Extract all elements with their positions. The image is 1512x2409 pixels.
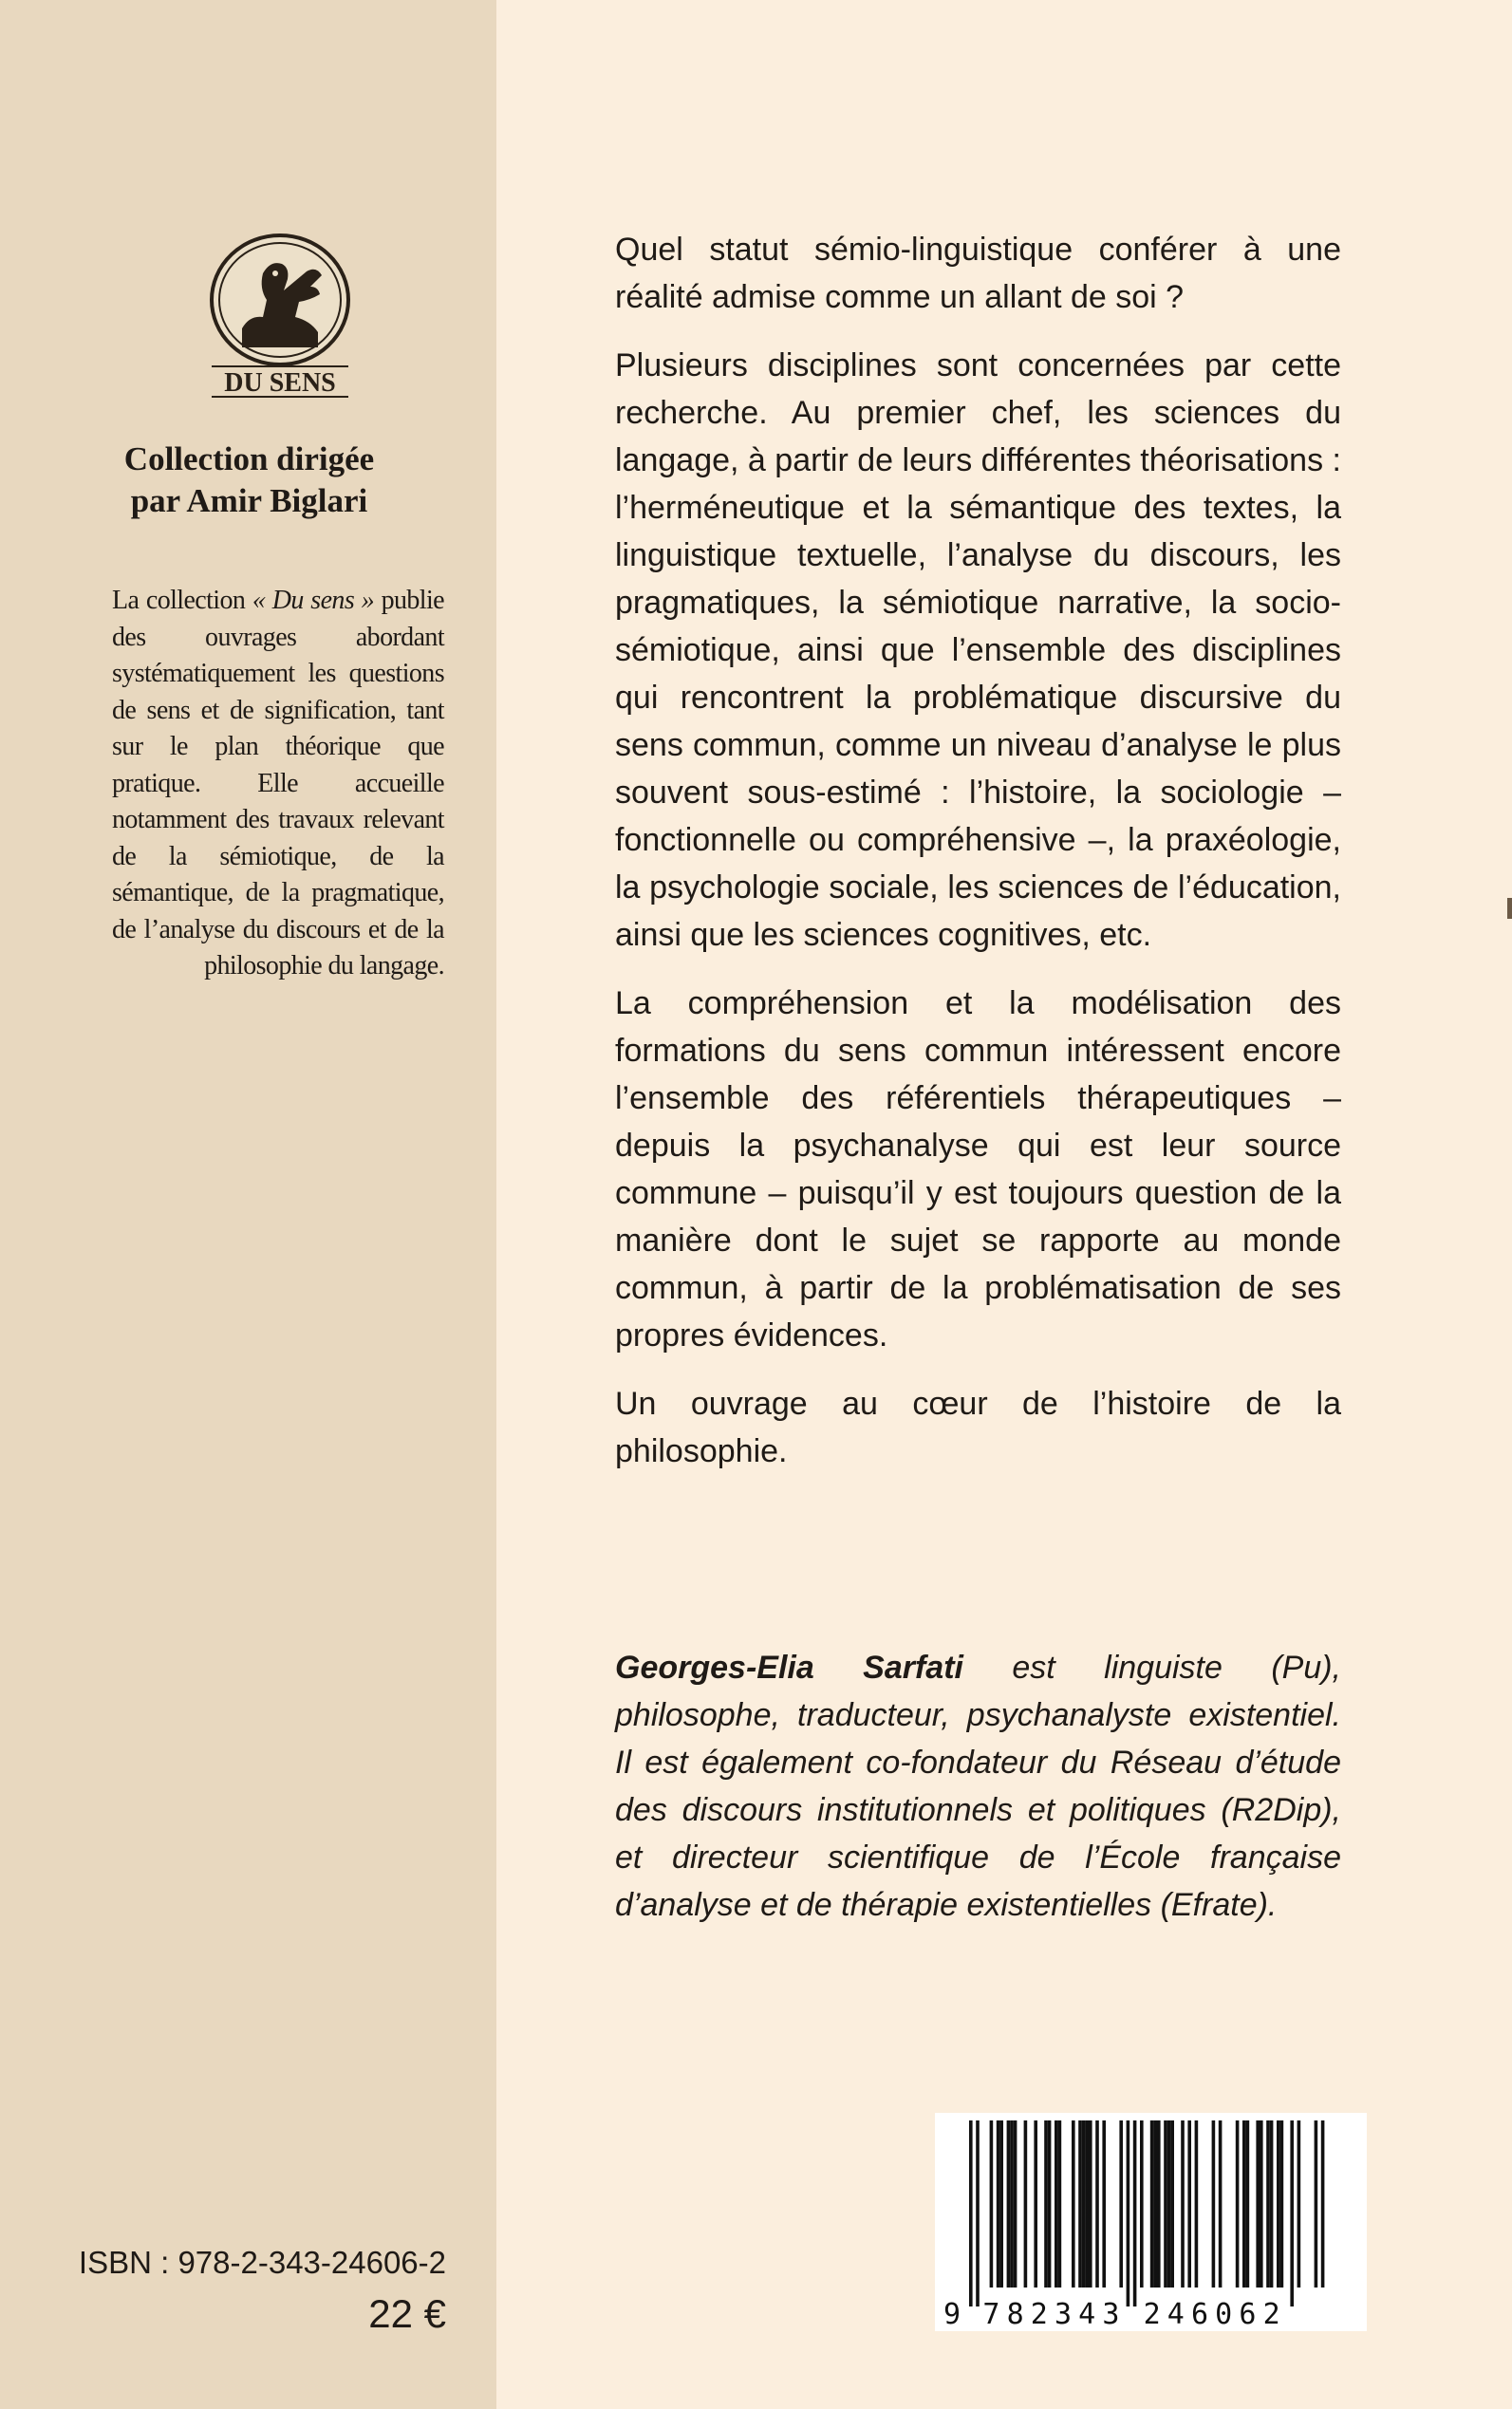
barcode-bar	[1085, 2120, 1089, 2288]
collection-description-start: La collection	[112, 586, 252, 615]
barcode-bar	[1095, 2120, 1099, 2288]
barcode-bar	[1256, 2120, 1260, 2288]
barcode-bar	[1150, 2120, 1154, 2288]
barcode-digit: 4	[1078, 2298, 1096, 2331]
barcode-bar	[1024, 2120, 1028, 2288]
barcode-bar	[1290, 2120, 1294, 2306]
barcode-bar	[1181, 2120, 1185, 2288]
barcode-bar	[1082, 2120, 1086, 2288]
barcode-bar	[1157, 2120, 1161, 2288]
collection-title-line2: par Amir Biglari	[130, 482, 368, 519]
barcode-bar	[1297, 2120, 1301, 2288]
barcode-bar	[1277, 2120, 1280, 2288]
barcode-bar	[1315, 2120, 1318, 2288]
collection-description-end: publie des ouvrages abordant systématiquement les questions de sens et de signification, tant sur le plan théorique que pratique. Elle accueille notamment des travaux relevant de la sémiotique, de la sémantique, de la pragmatique, de l’analyse du discours et de la philosophie du langage.	[112, 586, 444, 980]
barcode-bar	[1072, 2120, 1075, 2288]
barcode-bar	[1260, 2120, 1263, 2288]
edge-mark	[1507, 898, 1512, 919]
barcode-bar	[1246, 2120, 1250, 2288]
barcode-bar	[1055, 2120, 1058, 2288]
barcode-digit: 7	[982, 2298, 1000, 2331]
barcode-digit: 9	[943, 2298, 961, 2331]
barcode-bar	[1164, 2120, 1167, 2288]
sphinx-emblem-icon	[212, 235, 348, 364]
barcode-bar	[1236, 2120, 1240, 2288]
barcode-bar	[990, 2120, 994, 2288]
barcode-digit: 3	[1102, 2298, 1120, 2331]
barcode-bar	[1140, 2120, 1144, 2288]
publisher-name: DU SENS	[224, 368, 336, 398]
barcode-bar	[999, 2120, 1003, 2288]
collection-name: « Du sens »	[252, 586, 375, 615]
barcode-bar	[976, 2120, 980, 2306]
barcode-graphic	[935, 2113, 1367, 2331]
barcode-bar	[1167, 2120, 1171, 2288]
paragraph-therapeutic: La compréhension et la modélisation des formations du sens commun intéressent encore l’ensemble des référentiels thérapeutiques – depuis la psychanalyse qui est leur source commune – puisqu’il y est toujours question de la manière dont le sujet se rapporte au monde commun, à partir de la problématisation de ses propres évidences.	[615, 985, 1341, 1354]
barcode-bar	[1078, 2120, 1082, 2288]
barcode-bar	[1089, 2120, 1092, 2288]
barcode-bar	[1133, 2120, 1137, 2306]
back-cover-text	[615, 226, 1341, 1496]
author-name: Georges-Elia Sarfati	[615, 1650, 963, 1686]
barcode-bar	[1242, 2120, 1246, 2288]
barcode-digit: 3	[1054, 2298, 1073, 2331]
barcode-bar	[969, 2120, 973, 2306]
paragraph-question: Quel statut sémio-linguistique conférer à une réalité admise comme un allant de soi ?	[615, 232, 1341, 315]
publisher-logo	[204, 233, 356, 400]
collection-title-line1: Collection dirigée	[123, 440, 375, 477]
barcode-bar	[1170, 2120, 1174, 2288]
barcode-bar	[1048, 2120, 1052, 2288]
barcode-digit: 4	[1167, 2298, 1185, 2331]
barcode-bar	[1280, 2120, 1284, 2288]
author-bio	[615, 1644, 1341, 1929]
author-bio-text: est linguiste (Pu), philosophe, traducteur, psychanalyste existentiel. Il est également co-fondateur du Réseau d’étude des discours institutionnels et politiques (R2Dip), et directeur scientifique de l’École française d’analyse et de thérapie existentielles (Efrate).	[615, 1650, 1341, 1923]
barcode-digit: 6	[1190, 2298, 1209, 2331]
barcode-bar	[1007, 2120, 1011, 2288]
barcode-digit: 6	[1239, 2298, 1257, 2331]
collection-description	[112, 583, 444, 985]
barcode-bar	[1034, 2120, 1037, 2288]
collection-title	[57, 439, 441, 522]
barcode-digit: 0	[1215, 2298, 1233, 2331]
barcode-bar	[1212, 2120, 1216, 2288]
price: 22 €	[368, 2291, 446, 2336]
barcode	[935, 2113, 1367, 2331]
barcode-bar	[1195, 2120, 1199, 2288]
paragraph-disciplines: Plusieurs disciplines sont concernées par cette recherche. Au premier chef, les sciences du langage, à partir de leurs différentes théorisations : l’herméneutique et la sémantique des textes, la linguistique textuelle, l’analyse du discours, les pragmatiques, la sémiotique narrative, la socio-sémiotique, ainsi que l’ensemble des disciplines qui rencontrent la problématique discursive du sens commun, comme un niveau d’analyse le plus souvent sous-estimé : l’histoire, la sociologie – fonctionnelle ou compréhensive –, la praxéologie, la psychologie sociale, les sciences de l’éducation, ainsi que les sciences cognitives, etc.	[615, 347, 1341, 953]
barcode-bar	[1119, 2120, 1123, 2288]
barcode-bar	[1187, 2120, 1191, 2288]
barcode-bar	[1102, 2120, 1106, 2288]
barcode-bar	[1044, 2120, 1048, 2288]
barcode-bar	[1219, 2120, 1223, 2288]
barcode-digit: 8	[1006, 2298, 1024, 2331]
barcode-digit: 2	[1143, 2298, 1161, 2331]
barcode-bar	[1321, 2120, 1325, 2288]
barcode-bar	[1153, 2120, 1157, 2288]
barcode-digit: 2	[1030, 2298, 1048, 2331]
barcode-bar	[1014, 2120, 1017, 2288]
barcode-bar	[1270, 2120, 1274, 2288]
barcode-bar	[1266, 2120, 1270, 2288]
barcode-bar	[997, 2120, 1000, 2288]
barcode-bar	[1127, 2120, 1130, 2306]
paragraph-summary: Un ouvrage au cœur de l’histoire de la philosophie.	[615, 1386, 1341, 1469]
barcode-bar	[1058, 2120, 1062, 2288]
barcode-digit: 2	[1262, 2298, 1280, 2331]
isbn: ISBN : 978-2-343-24606-2	[78, 2245, 446, 2280]
barcode-bar	[1010, 2120, 1014, 2288]
